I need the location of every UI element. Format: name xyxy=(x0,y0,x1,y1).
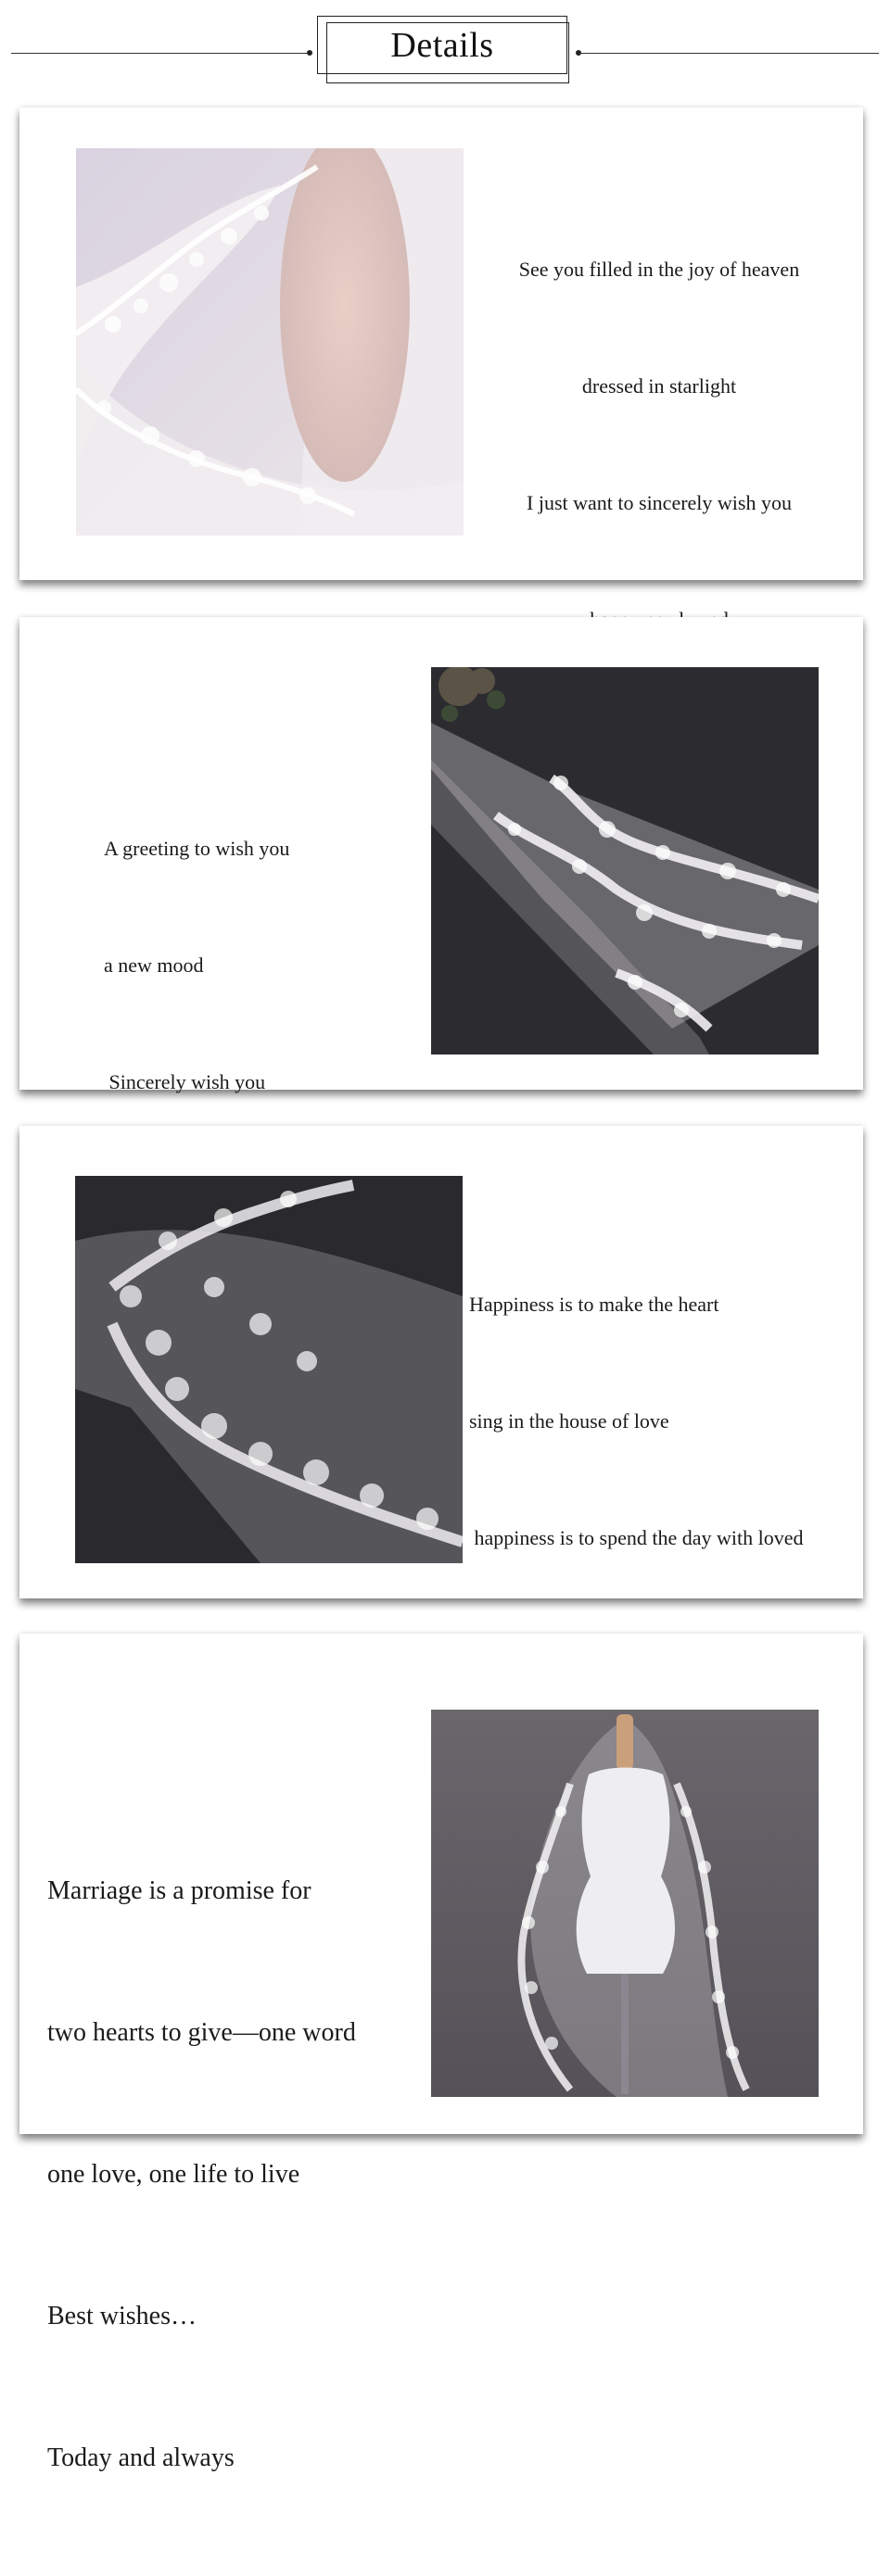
poem-2-line: Sincerely wish you xyxy=(104,1070,266,1093)
poem-4-line: Today and always xyxy=(47,2443,235,2472)
lace-veil-arm-photo xyxy=(76,148,464,536)
poem-4 xyxy=(47,1773,418,2576)
poem-4-line: Best wishes… xyxy=(47,2302,197,2330)
veil-on-dark-photo xyxy=(431,667,819,1054)
poem-2-line: A greeting to wish you xyxy=(104,837,290,860)
header-dot-left xyxy=(307,50,312,56)
poem-4-line: one love, one life to live xyxy=(47,2160,300,2189)
poem-1-line: dressed in starlight xyxy=(581,374,737,398)
details-header xyxy=(0,0,890,93)
poem-3-line: sing in the house of love xyxy=(469,1409,669,1433)
lace-trim-closeup-photo xyxy=(75,1176,463,1563)
veil-on-mannequin-photo xyxy=(431,1710,819,2097)
detail-card-4 xyxy=(19,1634,863,2472)
detail-card-2 xyxy=(19,617,863,1093)
detail-card-1 xyxy=(19,107,863,580)
poem-1-line: See you filled in the joy of heaven xyxy=(518,258,800,281)
page-title: Details xyxy=(390,25,494,65)
header-rule-right xyxy=(578,53,879,54)
poem-1-line: I just want to sincerely wish you xyxy=(527,491,792,514)
poem-4-line: Marriage is a promise for xyxy=(47,1876,312,1905)
detail-card-3 xyxy=(19,1126,863,1598)
poem-2-line: a new mood xyxy=(104,953,204,977)
header-rule-left xyxy=(11,53,310,54)
poem-4-line: two hearts to give—one word xyxy=(47,2018,356,2047)
poem-3-line: happiness is to spend the day with loved xyxy=(469,1526,804,1549)
poem-3-line: Happiness is to make the heart xyxy=(469,1293,719,1316)
